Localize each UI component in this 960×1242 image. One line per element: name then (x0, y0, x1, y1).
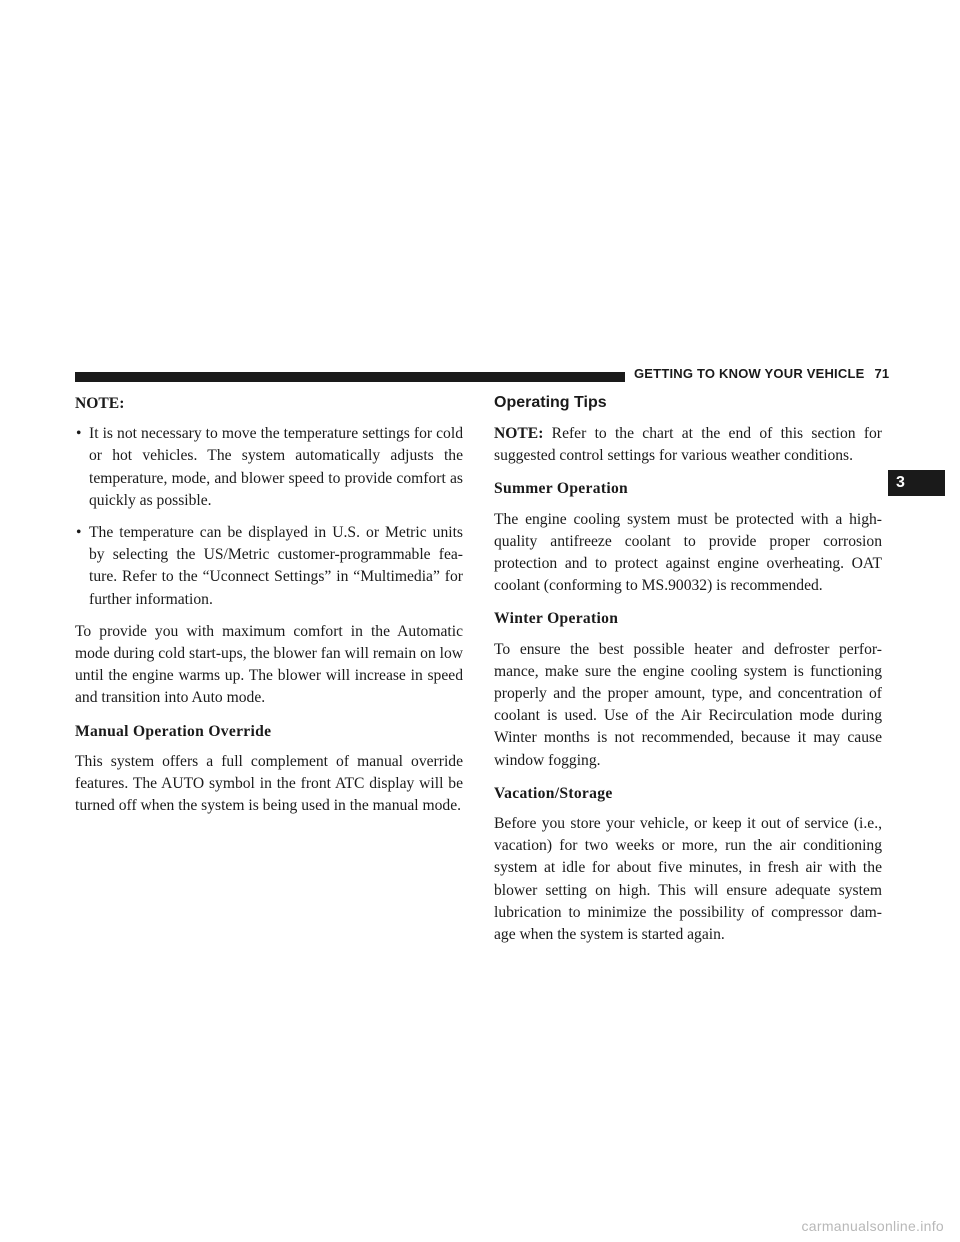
operating-tips-title: Operating Tips (494, 394, 607, 411)
operating-tips-note (494, 423, 882, 467)
summer-operation-heading: Summer Operation (494, 480, 629, 498)
left-column (75, 393, 463, 828)
right-column (494, 393, 882, 957)
chapter-tab: 3 (888, 470, 945, 496)
winter-operation-paragraph: To ensure the best possible heater and defroster perfor- mance, make sure the engine cooling system is functioning properly and the proper amount, type, and concentration of coolant is used. Use of the Air Recirculation mode during Winter months is not recommended, because it may cause window fogging. (494, 640, 882, 769)
note-text: Refer to the chart at the end of this section for suggested control settings for various weather conditions. (494, 425, 883, 465)
note-bullet-item: • The temperature can be displayed in U.S. or Metric units by selecting the US/Metric customer-programmable fea- ture. Refer to the “Uconnect Settings” in “Multimedia” for further information. (75, 522, 463, 611)
note-bullet-item: • It is not necessary to move the temperature settings for cold or hot vehicles. The system automatically adjusts the temperature, mode, and blower speed to provide comfort as quickly as possible. (75, 423, 463, 512)
note-bullet-list (75, 423, 463, 611)
note-label: NOTE: (494, 425, 544, 442)
note-title: NOTE: (75, 395, 125, 412)
manual-override-paragraph: This system offers a full complement of manual override features. The AUTO symbol in the front ATC display will be turned off when the system is being used in the manual mode. (75, 752, 463, 815)
running-header (634, 366, 889, 381)
winter-operation-heading: Winter Operation (494, 610, 619, 628)
auto-mode-paragraph: To provide you with maximum comfort in the Automatic mode during cold start-ups, the blower fan will remain on low until the engine warms up. The blower will increase in speed and transition into Auto mode. (75, 622, 463, 707)
watermark: carmanualsonline.info (801, 1218, 944, 1234)
vacation-storage-paragraph: Before you store your vehicle, or keep it out of service (i.e., vacation) for two weeks or more, run the air conditioning system at idle for about five minutes, in fresh air with the blower setting on high. This will ensure adequate system lubrication to minimize the possibility of compressor dam- age when the system is started again. (494, 815, 882, 944)
header-rule (75, 372, 625, 382)
summer-operation-paragraph: The engine cooling system must be protected with a high-quality antifreeze coolant to provide proper corrosion protection and to protect against engine overheating. OAT coolant (conforming to MS.90032) is recommended. (494, 510, 882, 595)
header-section-title: GETTING TO KNOW YOUR VEHICLE (634, 366, 865, 381)
vacation-storage-heading: Vacation/Storage (494, 784, 613, 802)
page-number: 71 (874, 366, 890, 381)
manual-override-heading: Manual Operation Override (75, 722, 272, 740)
